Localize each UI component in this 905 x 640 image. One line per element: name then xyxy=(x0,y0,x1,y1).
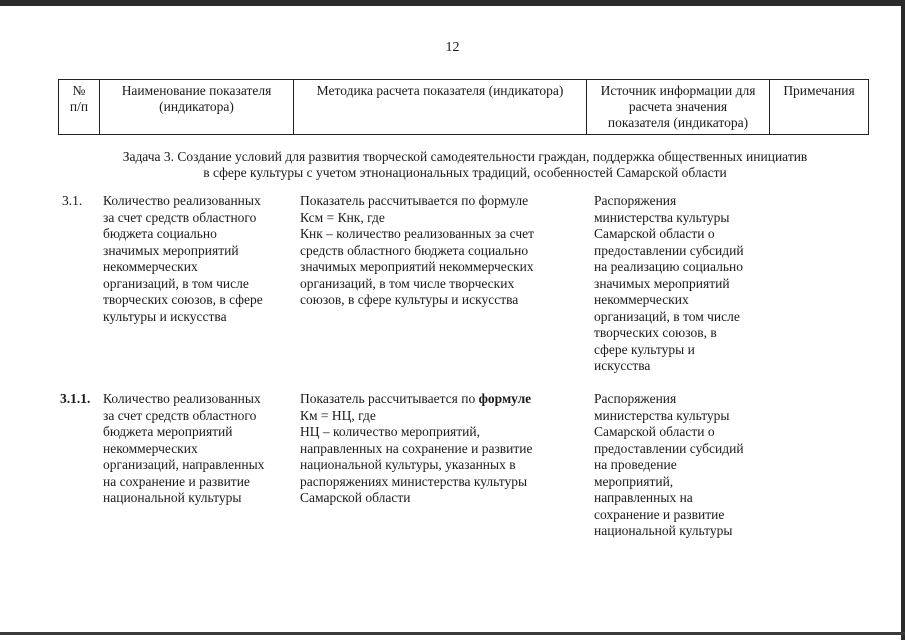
method-line: НЦ – количество мероприятий, xyxy=(300,424,480,439)
calculation-method xyxy=(300,391,590,507)
source-line: сфере культуры и xyxy=(594,341,695,357)
name-line: организаций, направленных xyxy=(103,457,265,472)
source-line: министерства культуры xyxy=(594,209,730,225)
source-line: сохранение и развитие xyxy=(594,506,725,522)
name-line: на сохранение и развитие xyxy=(103,473,250,489)
name-line: Количество реализованных xyxy=(103,193,261,208)
indicator-name xyxy=(103,193,293,325)
header-source-line: показателя (индикатора) xyxy=(607,115,749,130)
header-num-line: № xyxy=(72,83,86,98)
name-line: за счет средств областного xyxy=(103,209,257,225)
header-num-cell xyxy=(59,80,100,135)
information-source xyxy=(594,391,774,540)
task-line: Задача 3. Создание условий для развития творческой самодеятельности граждан, поддержка общественных инициатив xyxy=(122,149,808,164)
header-row xyxy=(59,80,869,135)
source-line: министерства культуры xyxy=(594,407,730,423)
method-line: Самарской области xyxy=(300,490,411,505)
method-line: Кнк – количество реализованных за счет xyxy=(300,226,535,241)
header-source-line: Источник информации для xyxy=(600,83,756,98)
header-source-line: расчета значения xyxy=(628,99,728,114)
name-line: бюджета мероприятий xyxy=(103,424,233,439)
scan-edge-top xyxy=(0,0,905,6)
method-line: союзов, в сфере культуры и искусства xyxy=(300,292,519,307)
name-line: культуры и искусства xyxy=(103,308,227,324)
method-line: значимых мероприятий некоммерческих xyxy=(300,259,534,274)
source-line: на реализацию социально xyxy=(594,259,743,274)
method-line: Км = НЦ, где xyxy=(300,407,376,423)
scan-edge-bottom xyxy=(0,632,905,635)
name-line: организаций, в том числе xyxy=(103,275,249,291)
calculation-method xyxy=(300,193,590,309)
header-notes-cell xyxy=(770,80,869,135)
source-line: на проведение xyxy=(594,457,677,472)
row-number: 3.1.1. xyxy=(60,391,91,406)
header-notes-line: Примечания xyxy=(783,83,855,98)
name-line: Количество реализованных xyxy=(103,391,261,406)
header-name-line: Наименование показателя xyxy=(121,83,272,98)
name-line: национальной культуры xyxy=(103,490,242,505)
method-line xyxy=(300,391,590,408)
task-line: в сфере культуры с учетом этнонациональных традиций, особенностей Самарской области xyxy=(203,165,727,180)
name-line: некоммерческих xyxy=(103,440,198,456)
source-line: Распоряжения xyxy=(594,193,677,208)
method-line: направленных на сохранение и развитие xyxy=(300,440,533,456)
source-line: Самарской области о xyxy=(594,226,715,241)
header-source-cell xyxy=(587,80,770,135)
name-line: за счет средств областного xyxy=(103,407,257,423)
header-name-cell xyxy=(100,80,294,135)
source-line: предоставлении субсидий xyxy=(594,440,744,456)
page-number: 12 xyxy=(445,40,460,55)
method-bold-word: формуле xyxy=(478,391,532,406)
header-name-line: (индикатора) xyxy=(159,99,234,114)
row-number: 3.1. xyxy=(62,193,83,208)
source-line: значимых мероприятий xyxy=(594,275,730,291)
method-line: национальной культуры, указанных в xyxy=(300,457,516,472)
source-line: организаций, в том числе xyxy=(594,308,740,324)
method-line: Ксм = Кнк, где xyxy=(300,209,385,225)
header-table xyxy=(58,79,869,135)
method-text: Показатель рассчитывается по xyxy=(300,391,479,406)
header-num-line: п/п xyxy=(69,99,89,114)
header-method-cell xyxy=(294,80,587,135)
source-line: некоммерческих xyxy=(594,292,689,307)
source-line: Распоряжения xyxy=(594,391,677,406)
source-line: творческих союзов, в xyxy=(594,325,717,340)
method-line: средств областного бюджета социально xyxy=(300,242,529,258)
source-line: мероприятий, xyxy=(594,473,674,489)
source-line: направленных на xyxy=(594,490,693,505)
indicator-name xyxy=(103,391,293,507)
name-line: бюджета социально xyxy=(103,226,217,241)
source-line: предоставлении субсидий xyxy=(594,242,744,258)
source-line: искусства xyxy=(594,358,651,373)
source-line: Самарской области о xyxy=(594,424,715,439)
source-line: национальной культуры xyxy=(594,523,733,538)
name-line: значимых мероприятий xyxy=(103,242,239,258)
name-line: творческих союзов, в сфере xyxy=(103,292,263,307)
method-line: организаций, в том числе творческих xyxy=(300,275,515,291)
scan-edge-right xyxy=(901,0,905,640)
task-heading xyxy=(60,149,870,181)
header-method-line: Методика расчета показателя (индикатора) xyxy=(316,83,564,98)
name-line: некоммерческих xyxy=(103,259,198,274)
method-line: Показатель рассчитывается по формуле xyxy=(300,193,529,208)
method-line: распоряжениях министерства культуры xyxy=(300,473,528,489)
information-source xyxy=(594,193,774,375)
